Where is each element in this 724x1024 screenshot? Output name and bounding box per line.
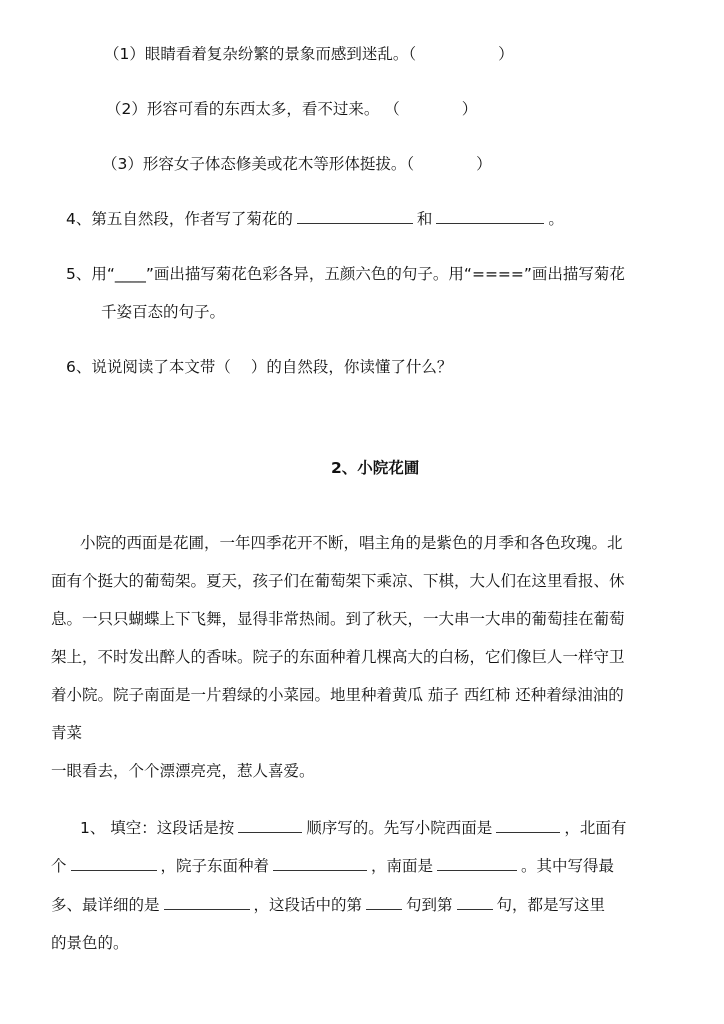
fill-line-2: 个 ，院子东面种着 ，南面是 。其中写得最 bbox=[51, 857, 615, 875]
passage-line: 小院的西面是花圃，一年四季花开不断，唱主角的是紫色的月季和各色玫瑰。北 bbox=[80, 534, 623, 552]
fill-line-3: 多、最详细的是 ，这段话中的第 句到第 句，都是写这里 bbox=[51, 896, 606, 914]
question-4: 4、第五自然段，作者写了菊花的 和 。 bbox=[66, 210, 564, 228]
answer-blank[interactable] bbox=[496, 831, 560, 833]
question-sub-1: （1）眼睛看着复杂纷繁的景象而感到迷乱。（ ） bbox=[104, 45, 514, 63]
answer-blank[interactable] bbox=[164, 908, 250, 910]
passage-line: 架上，不时发出醉人的香味。院子的东面种着几棵高大的白杨，它们像巨人一样守卫 bbox=[51, 648, 625, 666]
passage-line: 面有个挺大的葡萄架。夏天，孩子们在葡萄架下乘凉、下棋，大人们在这里看报、休 bbox=[51, 572, 625, 590]
section-title: 2、小院花圃 bbox=[331, 459, 420, 477]
question-sub-3: （3）形容女子体态修美或花木等形体挺拔。（ ） bbox=[102, 155, 492, 173]
question-sub-2: （2）形容可看的东西太多，看不过来。 （ ） bbox=[106, 100, 478, 118]
passage-line: 息。一只只蝴蝶上下飞舞，显得非常热闹。到了秋天，一大串一大串的葡萄挂在葡萄 bbox=[51, 610, 625, 628]
answer-blank[interactable] bbox=[457, 908, 493, 910]
answer-blank[interactable] bbox=[71, 869, 157, 871]
answer-blank[interactable] bbox=[273, 869, 367, 871]
answer-blank[interactable] bbox=[436, 222, 544, 224]
passage-line: 一眼看去，个个漂漂亮亮，惹人喜爱。 bbox=[51, 762, 315, 780]
answer-blank[interactable] bbox=[366, 908, 402, 910]
question-5-line-2: 千姿百态的句子。 bbox=[101, 303, 226, 321]
passage-line: 青菜 bbox=[51, 724, 83, 742]
question-6: 6、说说阅读了本文带（ ）的自然段，你读懂了什么？ bbox=[66, 358, 453, 376]
answer-blank[interactable] bbox=[238, 831, 302, 833]
answer-blank[interactable] bbox=[437, 869, 517, 871]
answer-blank[interactable] bbox=[297, 222, 413, 224]
question-5-line-1: 5、用“____”画出描写菊花色彩各异，五颜六色的句子。用“====”画出描写菊花 bbox=[66, 265, 625, 283]
passage-line: 着小院。院子南面是一片碧绿的小菜园。地里种着黄瓜 茄子 西红柿 还种着绿油油的 bbox=[51, 686, 624, 704]
fill-line-1: 1、 填空：这段话是按 顺序写的。先写小院西面是 ，北面有 bbox=[80, 819, 627, 837]
fill-line-4: 的景色的。 bbox=[51, 934, 129, 952]
